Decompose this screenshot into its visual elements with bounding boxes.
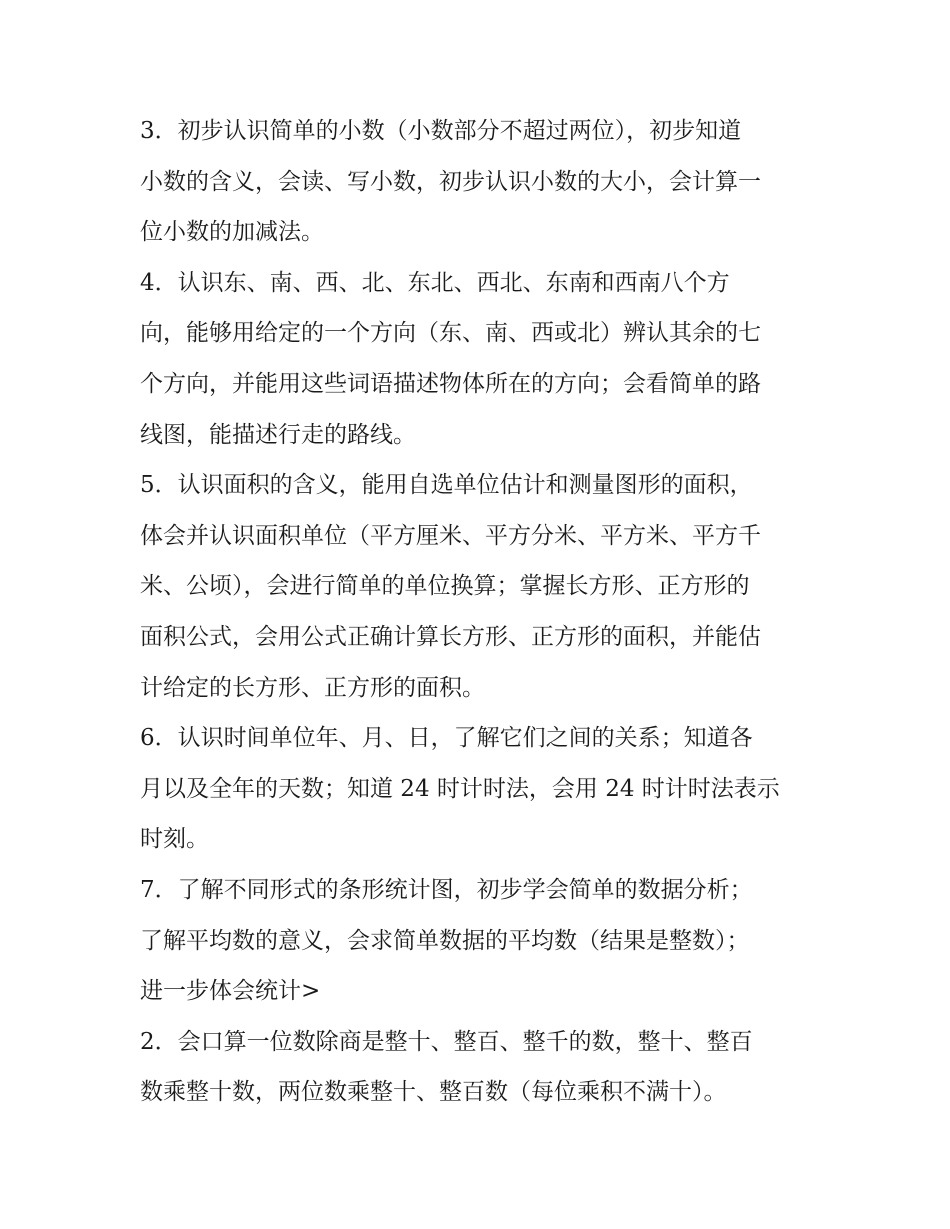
text-line: 3．初步认识简单的小数（小数部分不超过两位），初步知道 [140, 118, 742, 144]
text-line: 时刻。 [140, 826, 209, 853]
text-line: 线图，能描述行走的路线。 [140, 421, 416, 448]
text-line: 个方向，并能用这些词语描述物体所在的方向；会看简单的路 [140, 370, 761, 397]
text-line: 计给定的长方形、正方形的面积。 [140, 674, 485, 701]
text-line: 4．认识东、南、西、北、东北、西北、东南和西南八个方 [140, 269, 730, 296]
document-body [140, 106, 830, 1118]
text-line: 了解平均数的意义，会求简单数据的平均数（结果是整数）； [140, 927, 750, 954]
text-line: 向，能够用给定的一个方向（东、南、西或北）辨认其余的七 [140, 320, 761, 347]
text-line: 月以及全年的天数；知道 24 时计时法，会用 24 时计时法表示 [140, 775, 780, 802]
text-line: 数乘整十数，两位数乘整十、整百数（每位乘积不满十）。 [140, 1079, 727, 1106]
text-line: 米、公顷），会进行简单的单位换算；掌握长方形、正方形的 [140, 573, 750, 600]
text-line: 7．了解不同形式的条形统计图，初步学会简单的数据分析； [140, 876, 753, 903]
text-line: 体会并认识面积单位（平方厘米、平方分米、平方米、平方千 [140, 522, 761, 549]
text-line: 5．认识面积的含义，能用自选单位估计和测量图形的面积， [140, 472, 753, 499]
text-line: 进一步体会统计> [140, 978, 321, 1005]
text-line: 位小数的加减法。 [140, 219, 324, 246]
text-line: 6．认识时间单位年、月、日，了解它们之间的关系；知道各 [140, 725, 753, 752]
text-line: 面积公式，会用公式正确计算长方形、正方形的面积，并能估 [140, 623, 761, 650]
text-line: 小数的含义，会读、写小数，初步认识小数的大小，会计算一 [140, 168, 761, 195]
text-line: 2．会口算一位数除商是整十、整百、整千的数，整十、整百 [140, 1028, 753, 1055]
